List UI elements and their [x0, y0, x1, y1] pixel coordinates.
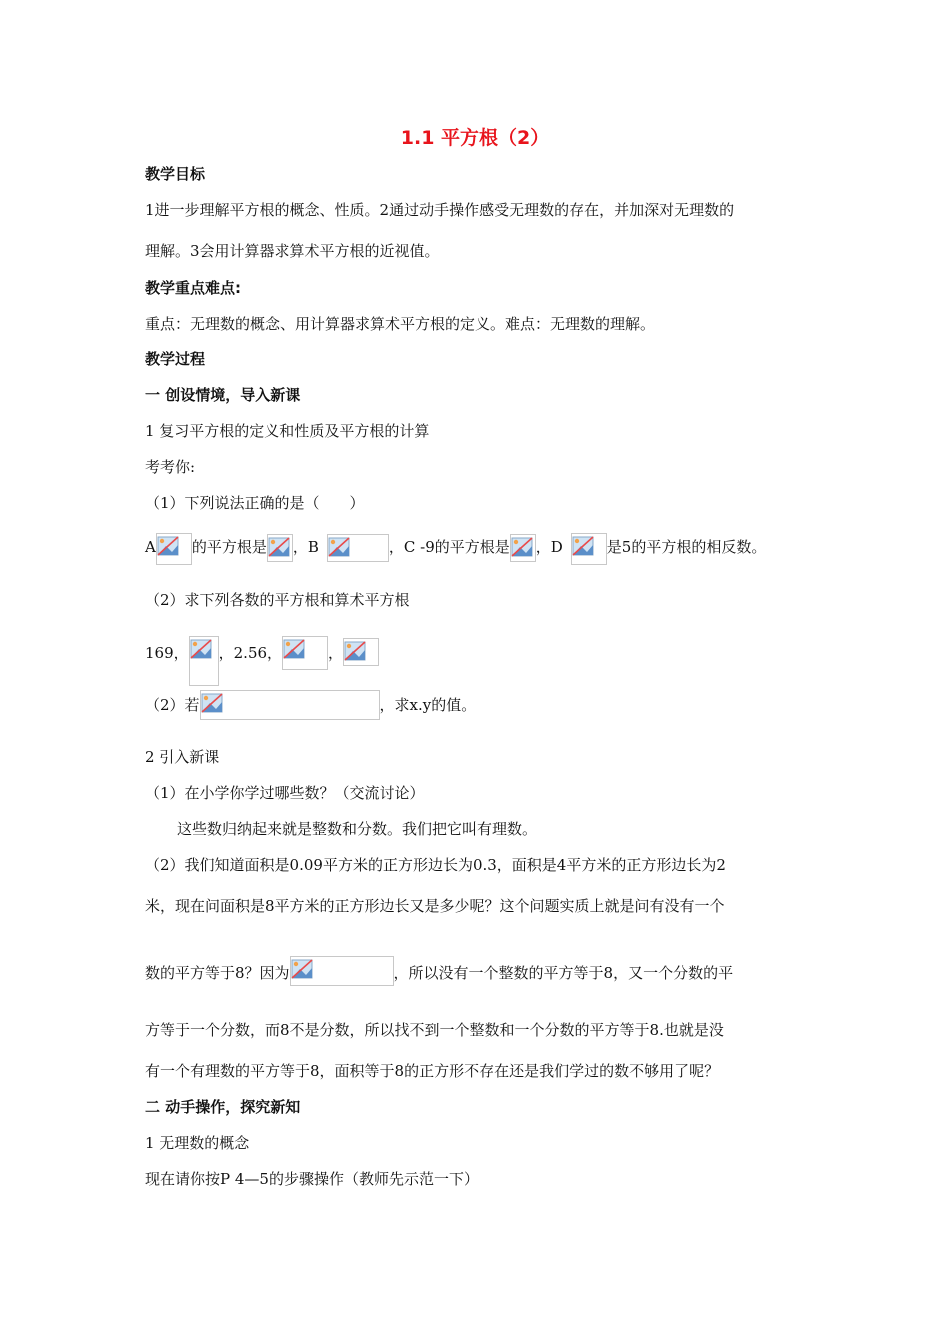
paragraph: 1 复习平方根的定义和性质及平方根的计算 [145, 422, 430, 440]
option-a-text: 的平方根是 [191, 538, 267, 556]
section-heading-objectives: 教学目标 [145, 165, 206, 183]
page-title: 1.1 平方根（2） [400, 127, 550, 149]
broken-image-icon [156, 533, 192, 565]
paragraph-prefix: 数的平方等于8？因为 [145, 964, 290, 982]
paragraph: 1进一步理解平方根的概念、性质。2通过动手操作感受无理数的存在，并加深对无理数的 [145, 201, 735, 219]
paragraph: 有一个有理数的平方等于8，面积等于8的正方形不存在还是我们学过的数不够用了呢？ [145, 1062, 720, 1080]
broken-image-icon [200, 690, 380, 720]
paragraph: 2 引入新课 [145, 748, 220, 766]
subsection-heading: 一 创设情境，导入新课 [145, 386, 301, 404]
condition-line [145, 690, 476, 720]
broken-image-icon [282, 636, 328, 670]
option-d-text: 是5的平方根的相反数。 [606, 538, 767, 556]
option-c-text: ，C -9的平方根是 [388, 538, 510, 556]
broken-image-icon [327, 534, 389, 562]
number-256: ，2.56， [218, 644, 283, 662]
condition-prefix: （2）若 [145, 696, 200, 714]
number-169: 169， [145, 644, 189, 662]
paragraph-suffix: ，所以没有一个整数的平方等于8，又一个分数的平 [393, 964, 734, 982]
subsection-heading: 二 动手操作，探究新知 [145, 1098, 301, 1116]
broken-image-icon [510, 534, 536, 562]
broken-image-icon [189, 636, 219, 686]
paragraph: 这些数归纳起来就是整数和分数。我们把它叫有理数。 [177, 820, 538, 838]
question: （2）求下列各数的平方根和算术平方根 [145, 591, 410, 609]
condition-suffix: ，求x.y的值。 [379, 696, 477, 714]
comma: ， [328, 644, 344, 662]
broken-image-icon [571, 533, 607, 565]
paragraph: 考考你: [145, 458, 196, 476]
numbers-line [145, 636, 379, 686]
option-d-label: ，D [535, 538, 563, 556]
options-line [145, 531, 766, 565]
option-a-label: A [145, 538, 156, 556]
paragraph: 方等于一个分数，而8不是分数，所以找不到一个整数和一个分数的平方等于8.也就是没 [145, 1021, 724, 1039]
paragraph: 现在请你按P 4—5的步骤操作（教师先示范一下） [145, 1170, 479, 1188]
paragraph: （2）我们知道面积是0.09平方米的正方形边长为0.3，面积是4平方米的正方形边长为2 [145, 856, 726, 874]
paragraph: 1 无理数的概念 [145, 1134, 250, 1152]
paragraph: 米，现在问面积是8平方米的正方形边长又是多少呢？这个问题实质上就是问有没有一个 [145, 897, 725, 915]
question: （1）下列说法正确的是（ ） [145, 494, 365, 512]
broken-image-icon [267, 534, 293, 562]
paragraph: （1）在小学你学过哪些数？（交流讨论） [145, 784, 425, 802]
paragraph: 重点：无理数的概念、用计算器求算术平方根的定义。难点：无理数的理解。 [145, 315, 656, 333]
section-heading-key-points: 教学重点难点: [145, 279, 241, 297]
broken-image-icon [343, 638, 379, 666]
section-heading-process: 教学过程 [145, 350, 206, 368]
paragraph-with-image [145, 956, 733, 986]
option-b-label: ，B [292, 538, 319, 556]
broken-image-icon [290, 956, 394, 986]
paragraph: 理解。3会用计算器求算术平方根的近视值。 [145, 242, 440, 260]
